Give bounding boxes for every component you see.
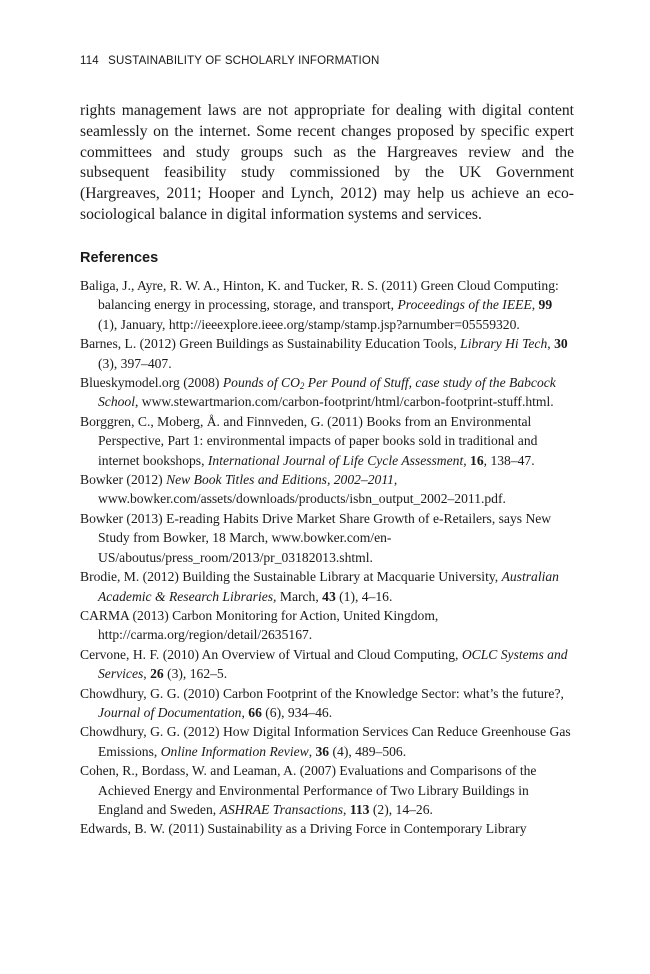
body-paragraph: rights management laws are not appropriate for dealing with digital content seamlessly on the internet. Some recent changes proposed by specific expert committees and study groups such as the Hargreaves review and the subsequent feasibility study commissioned by the UK Government (Hargreaves, 2011; Hooper and Lynch, 2012) may help us achieve an eco-sociological balance in digital information systems and services.	[80, 102, 574, 223]
reference-item: Barnes, L. (2012) Green Buildings as Sustainability Education Tools, Library Hi Tech, 30 (3), 397–407.	[80, 336, 568, 371]
references-heading: References	[80, 250, 159, 266]
reference-item: Blueskymodel.org (2008) Pounds of $CO_2$ Per Pound of Stuff, case study of the Babcock School, www.stewartmarion.com/carbon-footprint/html/carbon-footprint-stuff.html.	[80, 375, 556, 410]
reference-item: Chowdhury, G. G. (2012) How Digital Information Services Can Reduce Greenhouse Gas Emissions, Online Information Review, 36 (4), 489–506.	[80, 724, 571, 759]
reference-item: Cohen, R., Bordass, W. and Leaman, A. (2007) Evaluations and Comparisons of the Achieved Energy and Environmental Performance of Two Library Buildings in England and Sweden, ASHRAE Transactions, 113 (2), 14–26.	[80, 763, 537, 817]
running-head	[80, 55, 379, 67]
reference-item: Cervone, H. F. (2010) An Overview of Virtual and Cloud Computing, OCLC Systems and Services, 26 (3), 162–5.	[80, 646, 568, 682]
page-number: 114	[80, 55, 99, 67]
reference-item: Borggren, C., Moberg, Å. and Finnveden, G. (2011) Books from an Environmental Perspective, Part 1: environmental impacts of paper books sold in traditional and internet bookshops, International Journal of Life Cycle Assessment, 16, 138–47.	[80, 413, 538, 468]
reference-item: Brodie, M. (2012) Building the Sustainable Library at Macquarie University, Australian Academic & Research Libraries, March, 43 (1), 4–16.	[80, 569, 559, 604]
reference-item: Chowdhury, G. G. (2010) Carbon Footprint of the Knowledge Sector: what’s the future?, Journal of Documentation, 66 (6), 934–46.	[80, 685, 564, 720]
reference-item: Baliga, J., Ayre, R. W. A., Hinton, K. and Tucker, R. S. (2011) Green Cloud Computing: balancing energy in processing, storage, and transport, Proceedings of the IEEE, 99 (1), January, http://ieeexplore.ieee.org/stamp/stamp.jsp?arnumber=05559320.	[80, 278, 559, 332]
reference-item: Bowker (2013) E-reading Habits Drive Market Share Growth of e-Retailers, says New Study from Bowker, 18 March, www.bowker.com/en-US/aboutus/press_room/2013/pr_03182013.shtml.	[80, 510, 552, 565]
reference-item: CARMA (2013) Carbon Monitoring for Action, United Kingdom, http://carma.org/region/detail/2635167.	[80, 607, 439, 643]
references-list	[80, 276, 574, 839]
running-title: SUSTAINABILITY OF SCHOLARLY INFORMATION	[108, 55, 380, 67]
reference-item: Edwards, B. W. (2011) Sustainability as a Driving Force in Contemporary Library	[80, 821, 527, 837]
reference-item: Bowker (2012) New Book Titles and Editions, 2002–2011, www.bowker.com/assets/downloads/products/isbn_output_2002–2011.pdf.	[80, 472, 506, 507]
